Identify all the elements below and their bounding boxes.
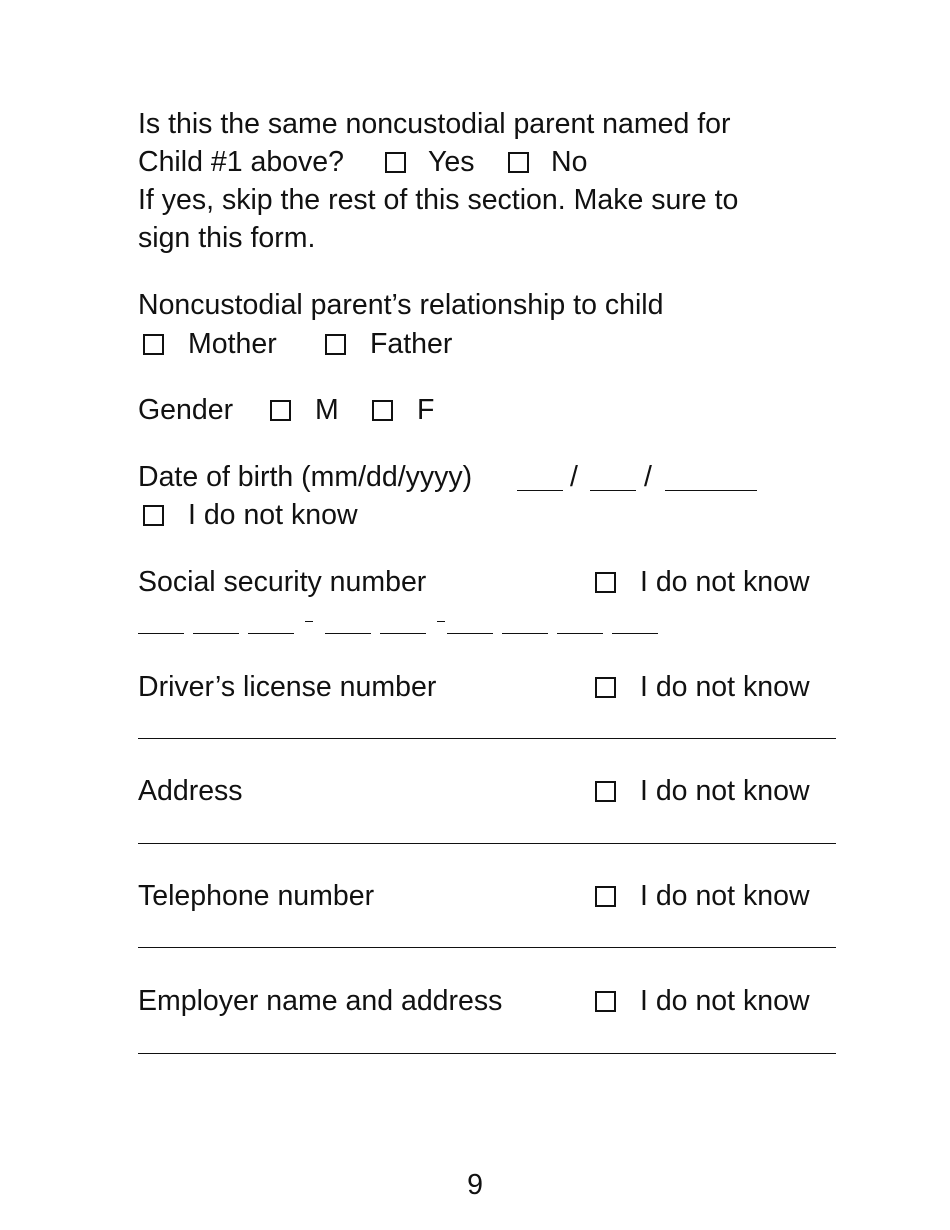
same-parent-instruction-line2: sign this form. <box>138 222 316 254</box>
dob-month-input[interactable] <box>517 490 563 491</box>
ssn-digit-4[interactable] <box>325 633 371 634</box>
telephone-unknown-checkbox[interactable] <box>595 886 616 907</box>
address-unknown-label: I do not know <box>640 775 810 807</box>
ssn-unknown-checkbox[interactable] <box>595 572 616 593</box>
telephone-label: Telephone number <box>138 880 375 912</box>
gender-f-label: F <box>417 394 435 426</box>
address-label: Address <box>138 775 243 807</box>
telephone-unknown-label: I do not know <box>640 880 810 912</box>
dob-separator-2: / <box>644 461 652 493</box>
dob-label: Date of birth (mm/dd/yyyy) <box>138 461 473 493</box>
same-parent-question-line2: Child #1 above? <box>138 146 344 178</box>
ssn-hyphen-1 <box>305 621 313 622</box>
employer-unknown-checkbox[interactable] <box>595 991 616 1012</box>
relationship-father-label: Father <box>370 328 453 360</box>
dob-year-input[interactable] <box>665 490 757 491</box>
ssn-digit-9[interactable] <box>612 633 658 634</box>
ssn-digit-1[interactable] <box>138 633 184 634</box>
ssn-unknown-label: I do not know <box>640 566 810 598</box>
drivers-license-label: Driver’s license number <box>138 671 437 703</box>
address-input[interactable] <box>138 843 836 844</box>
gender-label: Gender <box>138 394 234 426</box>
ssn-digit-2[interactable] <box>193 633 239 634</box>
ssn-hyphen-2 <box>437 621 445 622</box>
ssn-digit-3[interactable] <box>248 633 294 634</box>
gender-f-checkbox[interactable] <box>372 400 393 421</box>
gender-m-label: M <box>315 394 339 426</box>
dob-separator-1: / <box>570 461 578 493</box>
ssn-label: Social security number <box>138 566 427 598</box>
same-parent-yes-checkbox[interactable] <box>385 152 406 173</box>
telephone-input[interactable] <box>138 947 836 948</box>
employer-unknown-label: I do not know <box>640 985 810 1017</box>
dob-unknown-label: I do not know <box>188 499 358 531</box>
ssn-digit-7[interactable] <box>502 633 548 634</box>
relationship-mother-label: Mother <box>188 328 277 360</box>
same-parent-no-label: No <box>551 146 588 178</box>
gender-m-checkbox[interactable] <box>270 400 291 421</box>
relationship-label: Noncustodial parent’s relationship to child <box>138 289 664 321</box>
employer-input[interactable] <box>138 1053 836 1054</box>
same-parent-yes-label: Yes <box>428 146 475 178</box>
same-parent-no-checkbox[interactable] <box>508 152 529 173</box>
ssn-digit-6[interactable] <box>447 633 493 634</box>
page-number: 9 <box>467 1169 483 1201</box>
same-parent-instruction-line1: If yes, skip the rest of this section. Make sure to <box>138 184 739 216</box>
dob-unknown-checkbox[interactable] <box>143 505 164 526</box>
relationship-father-checkbox[interactable] <box>325 334 346 355</box>
ssn-digit-8[interactable] <box>557 633 603 634</box>
ssn-digit-5[interactable] <box>380 633 426 634</box>
address-unknown-checkbox[interactable] <box>595 781 616 802</box>
drivers-license-unknown-label: I do not know <box>640 671 810 703</box>
dob-day-input[interactable] <box>590 490 636 491</box>
relationship-mother-checkbox[interactable] <box>143 334 164 355</box>
drivers-license-unknown-checkbox[interactable] <box>595 677 616 698</box>
employer-label: Employer name and address <box>138 985 503 1017</box>
same-parent-question-line1: Is this the same noncustodial parent named for <box>138 108 731 140</box>
drivers-license-input[interactable] <box>138 738 836 739</box>
